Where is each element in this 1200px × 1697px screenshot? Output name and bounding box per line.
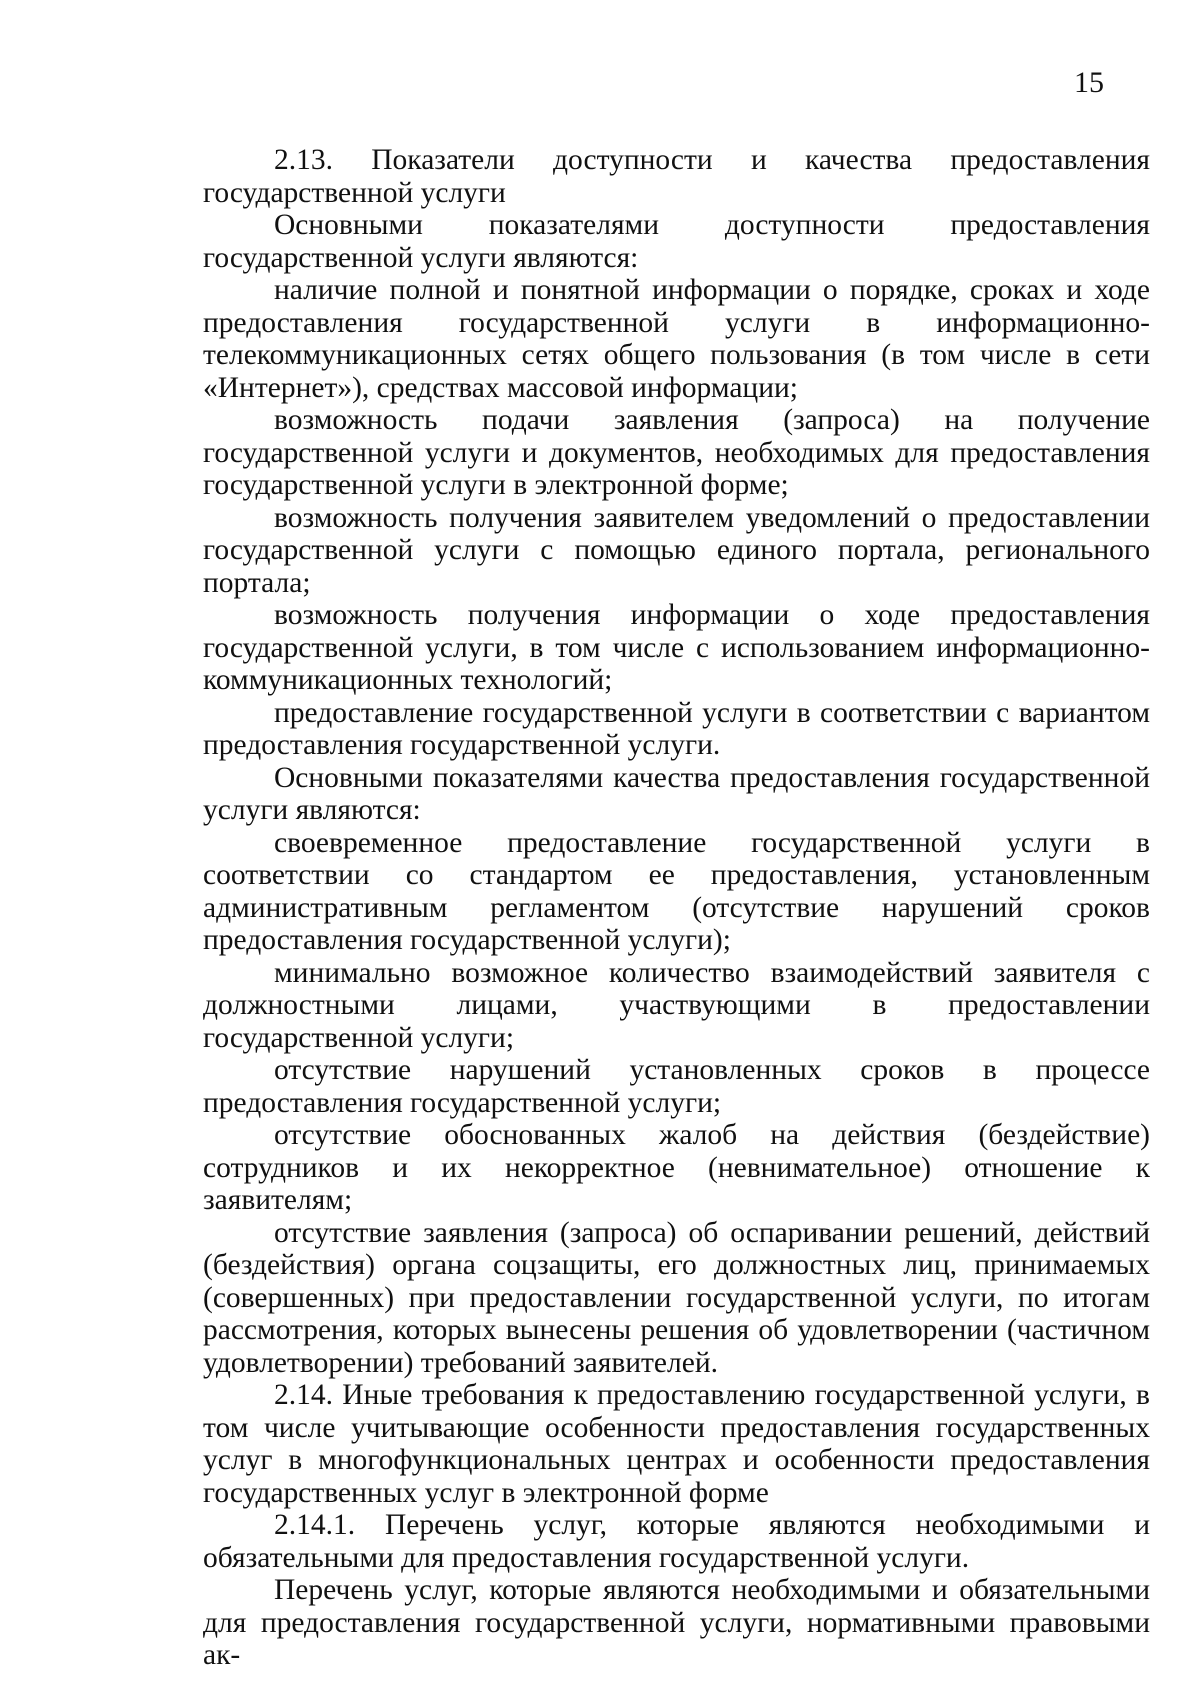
list-item: возможность подачи заявления (запроса) на получение государственной услуги и документов, необходимых для предоставления государственной услуги в электронной форме; <box>203 404 1150 501</box>
section-heading-2-14: 2.14. Иные требования к предоставлению государственной услуги, в том числе учитывающие особенности предоставления государственных услуг в многофункциональных центрах и особенности предоставления государственных услуг в электронной форме <box>203 1379 1150 1509</box>
paragraph: Перечень услуг, которые являются необходимыми и обязательными для предоставления государственной услуги, нормативными правовыми ак- <box>203 1574 1150 1671</box>
list-item: предоставление государственной услуги в соответствии с вариантом предоставления государственной услуги. <box>203 696 1150 761</box>
paragraph: Основными показателями доступности предоставления государственной услуги являются: <box>203 209 1150 274</box>
list-item: наличие полной и понятной информации о порядке, сроках и ходе предоставления государственной услуги в информационно-телекоммуникационных сетях общего пользования (в том числе в сети «Интернет»), средствах массовой информации; <box>203 274 1150 404</box>
list-item: отсутствие нарушений установленных сроков в процессе предоставления государственной услуги; <box>203 1054 1150 1119</box>
list-item: отсутствие заявления (запроса) об оспаривании решений, действий (бездействия) органа соцзащиты, его должностных лиц, принимаемых (совершенных) при предоставлении государственной услуги, по итогам рассмотрения, которых вынесены решения об удовлетворении (частичном удовлетворении) требований заявителей. <box>203 1216 1150 1379</box>
section-heading-2-14-1: 2.14.1. Перечень услуг, которые являются необходимыми и обязательными для предоставления государственной услуги. <box>203 1509 1150 1574</box>
page-number: 15 <box>1074 66 1104 99</box>
list-item: своевременное предоставление государственной услуги в соответствии со стандартом ее предоставления, установленным административным регламентом (отсутствие нарушений сроков предоставления государственной услуги); <box>203 826 1150 956</box>
list-item: минимально возможное количество взаимодействий заявителя с должностными лицами, участвующими в предоставлении государственной услуги; <box>203 956 1150 1054</box>
section-heading-2-13: 2.13. Показатели доступности и качества предоставления государственной услуги <box>203 144 1150 209</box>
list-item: возможность получения информации о ходе предоставления государственной услуги, в том числе с использованием информационно-коммуникационных технологий; <box>203 599 1150 696</box>
list-item: отсутствие обоснованных жалоб на действия (бездействие) сотрудников и их некорректное (невнимательное) отношение к заявителям; <box>203 1119 1150 1216</box>
document-body <box>203 144 1150 1672</box>
list-item: возможность получения заявителем уведомлений о предоставлении государственной услуги с помощью единого портала, регионального портала; <box>203 501 1150 599</box>
paragraph: Основными показателями качества предоставления государственной услуги являются: <box>203 761 1150 826</box>
